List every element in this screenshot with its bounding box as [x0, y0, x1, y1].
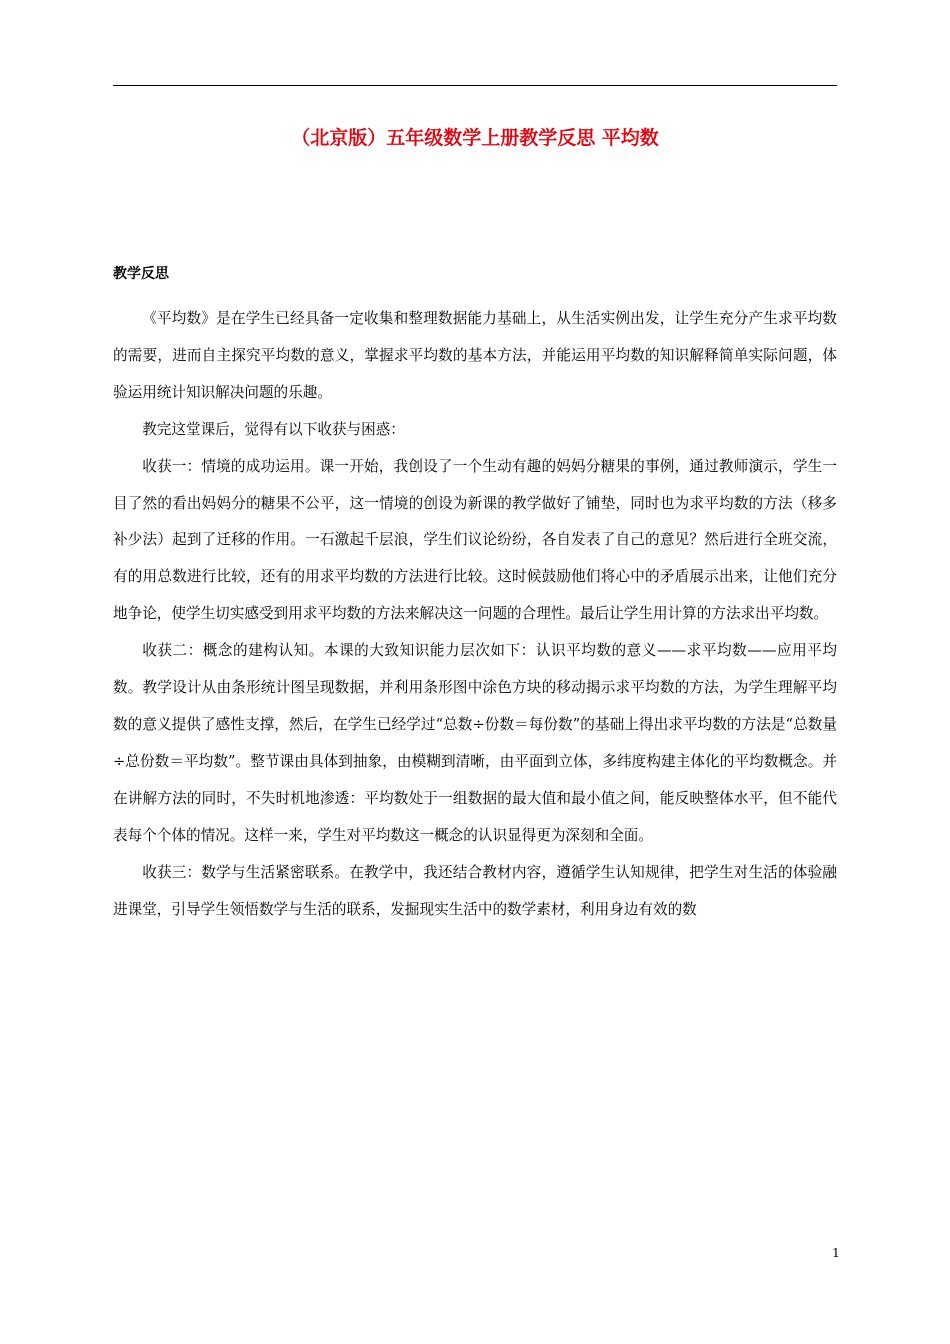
- paragraph-intro: 《平均数》是在学生已经具备一定收集和整理数据能力基础上，从生活实例出发，让学生充分产生求平均数的需要，进而自主探究平均数的意义，掌握求平均数的基本方法，并能运用平均数的知识解释简单实际问题，体验运用统计知识解决问题的乐趣。: [113, 310, 837, 401]
- document-title: （北京版）五年级数学上册教学反思 平均数: [291, 127, 659, 149]
- paragraph-gain-three: 收获三：数学与生活紧密联系。在教学中，我还结合教材内容，遵循学生认知规律，把学生对生活的体验融进课堂，引导学生领悟数学与生活的联系，发掘现实生活中的数学素材，利用身边有效的数: [113, 863, 837, 918]
- paragraph-reflection-lead: 教完这堂课后，觉得有以下收获与困惑：: [142, 420, 405, 438]
- header-rule: [113, 85, 837, 86]
- paragraph-gain-two: 收获二：概念的建构认知。本课的大致知识能力层次如下：认识平均数的意义——求平均数——应用平均数。教学设计从由条形统计图呈现数据，并利用条形图中涂色方块的移动揭示求平均数的方法，为学生理解平均数的意义提供了感性支撑，然后，在学生已经学过“总数÷份数＝每份数”的基础上得出求平均数的方法是“总数量÷总份数＝平均数”。整节课由具体到抽象，由模糊到清晰，由平面到立体，多纬度构建主体化的平均数概念。并在讲解方法的同时，不失时机地渗透：平均数处于一组数据的最大值和最小值之间，能反映整体水平，但不能代表每个个体的情况。这样一来，学生对平均数这一概念的认识显得更为深刻和全面。: [113, 642, 837, 844]
- paragraph-gain-one: 收获一：情境的成功运用。课一开始，我创设了一个生动有趣的妈妈分糖果的事例，通过教师演示，学生一目了然的看出妈妈分的糖果不公平，这一情境的创设为新课的教学做好了铺垫，同时也为求平均数的方法（移多补少法）起到了迁移的作用。一石激起千层浪，学生们议论纷纷，各自发表了自己的意见？然后进行全班交流，有的用总数进行比较，还有的用求平均数的方法进行比较。这时候鼓励他们将心中的矛盾展示出来，让他们充分地争论，使学生切实感受到用求平均数的方法来解决这一问题的合理性。最后让学生用计算的方法求出平均数。: [113, 457, 837, 623]
- page-number: 1: [832, 1246, 840, 1260]
- body-text: [113, 301, 837, 928]
- section-heading: 教学反思: [113, 266, 169, 282]
